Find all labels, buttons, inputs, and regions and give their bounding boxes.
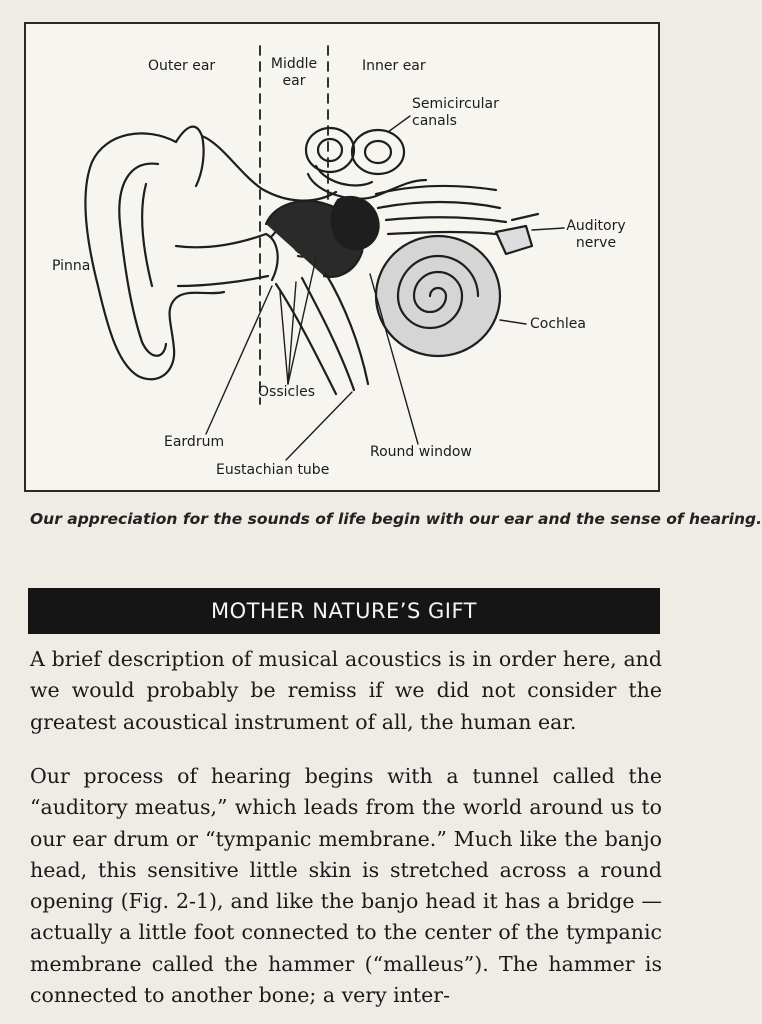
label-auditory-line2: nerve — [575, 235, 617, 251]
label-outer-ear: Outer ear — [148, 58, 216, 74]
label-middle-ear-line1: Middle — [270, 56, 318, 72]
label-eustachian-tube: Eustachian tube — [216, 462, 330, 478]
label-auditory-line1: Auditory — [566, 218, 626, 234]
label-auditory-nerve — [556, 218, 636, 252]
ear-diagram — [24, 22, 660, 492]
label-pinna: Pinna — [52, 258, 91, 274]
label-middle-ear-line2: ear — [282, 73, 306, 89]
ear-anatomy-illustration — [26, 24, 662, 494]
label-eardrum: Eardrum — [164, 434, 225, 450]
label-ossicles: Ossicles — [258, 384, 315, 400]
figure-caption: Our appreciation for the sounds of life begin with our ear and the sense of hearing. — [30, 510, 762, 528]
label-middle-ear — [264, 56, 324, 90]
label-semicircular-line2: canals — [412, 113, 457, 129]
label-inner-ear: Inner ear — [362, 58, 426, 74]
label-semicircular-line1: Semicircular — [412, 96, 499, 112]
label-semicircular-canals — [412, 96, 499, 130]
label-cochlea: Cochlea — [530, 316, 586, 332]
section-heading: MOTHER NATURE’S GIFT — [28, 588, 660, 634]
label-round-window: Round window — [370, 444, 472, 460]
paragraph: A brief description of musical acoustics is in order here, and we would probably be remiss if we did not consider the greatest acoustical instrument of all, the human ear. — [30, 647, 662, 734]
paragraph: Our process of hearing begins with a tunnel called the “auditory meatus,” which leads from the world around us to our ear drum or “tympanic membrane.” Much like the banjo head, this sensitive little skin is stretched across a round opening (Fig. 2-1), and like the banjo head it has a bridge — actually a little foot connected to the center of the tympanic membrane called the hammer (“malleus”). The hammer is connected to another bone; a very inter- — [30, 764, 662, 1008]
